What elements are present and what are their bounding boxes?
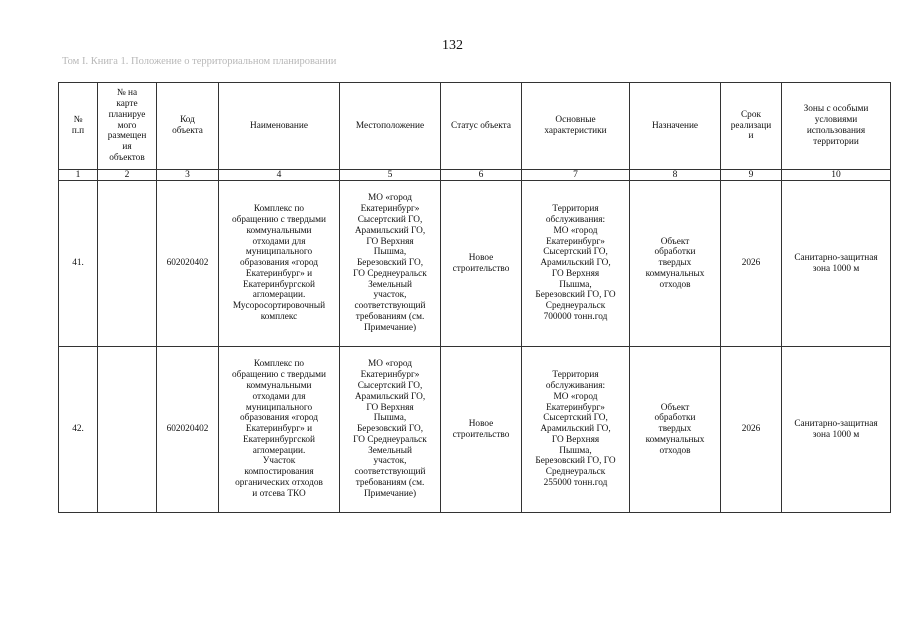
cell-line: 8 [672, 170, 678, 180]
cell-line: обращению с твердыми [232, 214, 326, 225]
cell-line: использования [806, 126, 866, 136]
cell-line: Новое [468, 418, 494, 429]
column-number-7 [522, 170, 630, 181]
cell-line: обращению с твердыми [232, 370, 326, 381]
cell-line: и отсева ТКО [252, 488, 306, 499]
cell-line: Новое [468, 252, 494, 263]
cell-line: Пышма, [373, 413, 407, 424]
header-cell-6 [441, 83, 522, 170]
cell-line: Зоны с особыми [803, 104, 869, 115]
cell-line: условиями [814, 115, 858, 126]
cell-line: МО «город [553, 391, 598, 402]
cell-line: Среднеуральск [545, 301, 606, 312]
cell-line: 41. [72, 258, 84, 269]
cell-line: Березовский ГО, [356, 424, 424, 435]
cell-line: 6 [478, 170, 484, 180]
cell-line: ГО Верхняя [366, 236, 414, 247]
page-number: 132 [442, 38, 463, 53]
cell-line: 10 [831, 170, 841, 180]
cell-line: участок, [373, 456, 407, 467]
cell-line: требованиям (см. [355, 312, 425, 323]
cell-line: № на [116, 88, 138, 99]
cell-line: Екатеринбург» и [245, 424, 313, 435]
cell-line: Пышма, [373, 247, 407, 258]
cell-line: Санитарно-защитная [794, 252, 878, 263]
cell-line: Территория [552, 370, 599, 381]
header-cell-4 [219, 83, 340, 170]
cell-line: зона 1000 м [812, 429, 860, 440]
cell-line: Среднеуральск [545, 467, 606, 478]
cell-line: 255000 тонн.год [543, 478, 608, 489]
cell-line: агломерации. [252, 445, 306, 456]
cell-line: Земельный [368, 279, 412, 290]
column-number-8 [630, 170, 721, 181]
cell-line: агломерации. [252, 290, 306, 301]
cell-line: Участок [262, 456, 296, 467]
cell-line: Екатеринбургской [242, 434, 315, 445]
cell-line: Екатеринбург» [546, 402, 605, 413]
header-cell-8 [630, 83, 721, 170]
cell-line: МО «город [368, 359, 412, 370]
header-cell-2 [98, 83, 157, 170]
cell-map-no [98, 181, 157, 347]
cell-line: размещен [107, 131, 147, 142]
cell-line: объекта [172, 126, 203, 136]
column-number-6 [441, 170, 522, 181]
cell-line: 2026 [741, 258, 761, 269]
cell-line: Примечание) [363, 322, 417, 333]
cell-characteristics [522, 347, 630, 513]
header-cell-10 [782, 83, 891, 170]
cell-line: Комплекс по [253, 359, 305, 370]
column-number-3 [157, 170, 219, 181]
cell-line: МО «город [553, 225, 598, 236]
cell-code [157, 347, 219, 513]
header-cell-9 [721, 83, 782, 170]
cell-line: коммунальных [645, 434, 705, 445]
cell-line: коммунальными [246, 380, 312, 391]
table-body [59, 181, 891, 513]
cell-line: Объект [660, 236, 690, 247]
cell-line: обслуживания: [545, 214, 606, 225]
cell-code [157, 181, 219, 347]
cell-term [721, 181, 782, 347]
cell-line: твердых [658, 258, 692, 269]
cell-line: Екатеринбург» [546, 236, 605, 247]
cell-line: территории [813, 136, 859, 147]
header-row [59, 83, 891, 170]
column-number-9 [721, 170, 782, 181]
cell-line: отходами для [252, 236, 306, 247]
cell-line: строительство [452, 263, 510, 274]
header-cell-3 [157, 83, 219, 170]
header-cell-7 [522, 83, 630, 170]
cell-num [59, 181, 98, 347]
cell-line: мого [117, 120, 137, 131]
cell-line: Земельный [368, 445, 412, 456]
header-cell-1 [59, 83, 98, 170]
cell-status [441, 181, 522, 347]
cell-line: ГО Верхняя [366, 402, 414, 413]
cell-line: коммунальными [246, 225, 312, 236]
cell-line: зона 1000 м [812, 263, 860, 274]
cell-line: Арамильский ГО, [354, 225, 426, 236]
cell-num [59, 347, 98, 513]
cell-line: Примечание) [363, 488, 417, 499]
cell-line: Березовский ГО, ГО [535, 456, 616, 467]
cell-line: ГО Верхняя [551, 268, 600, 279]
cell-line: Санитарно-защитная [794, 418, 878, 429]
cell-line: Местоположение [355, 120, 425, 131]
cell-line: Арамильский ГО, [540, 424, 611, 435]
cell-line: Екатеринбургской [242, 279, 315, 290]
cell-line: 4 [276, 170, 282, 180]
cell-line: органических отходов [235, 478, 323, 489]
cell-line: соответствующий [354, 467, 426, 478]
cell-line: коммунальных [645, 268, 705, 279]
cell-line: Мусоросортировочный [232, 301, 326, 312]
cell-name [219, 347, 340, 513]
cell-line: реализаци [730, 120, 772, 131]
cell-line: 2 [124, 170, 130, 180]
cell-line: 700000 тонн.год [543, 312, 608, 323]
cell-line: обработки [654, 413, 696, 424]
cell-line: ГО Верхняя [551, 434, 600, 445]
cell-line: твердых [658, 424, 692, 435]
cell-line: объектов [109, 152, 145, 163]
cell-line: образования «город [239, 258, 318, 269]
cell-line: Сысертский ГО, [357, 214, 423, 225]
cell-line: Территория [552, 204, 599, 215]
cell-line: № [73, 115, 83, 126]
cell-line: 9 [748, 170, 754, 180]
cell-line: Березовский ГО, ГО [535, 290, 616, 301]
cell-zones [782, 347, 891, 513]
cell-line: и [748, 131, 754, 142]
header-cell-5 [340, 83, 441, 170]
running-header: Том I. Книга 1. Положение о территориальном планировании [62, 56, 337, 67]
cell-line: Основные [555, 115, 596, 126]
column-number-5 [340, 170, 441, 181]
table-row [59, 181, 891, 347]
cell-line: 7 [573, 170, 578, 180]
cell-line: Пышма, [559, 445, 592, 456]
cell-line: отходами для [252, 391, 306, 402]
column-number-1 [59, 170, 98, 181]
cell-map-no [98, 347, 157, 513]
column-number-2 [98, 170, 157, 181]
cell-line: Сысертский ГО, [357, 380, 423, 391]
cell-line: строительство [452, 429, 510, 440]
cell-line: отходов [659, 445, 691, 456]
cell-line: Код [180, 115, 195, 126]
cell-line: Березовский ГО, [356, 258, 424, 269]
cell-line: 602020402 [166, 258, 209, 269]
objects-table [58, 82, 891, 513]
cell-line: участок, [373, 290, 407, 301]
cell-line: обслуживания: [545, 380, 606, 391]
cell-line: Арамильский ГО, [540, 258, 611, 269]
cell-line: Сысертский ГО, [543, 413, 608, 424]
cell-line: образования «город [239, 413, 318, 424]
cell-line: муниципального [245, 402, 313, 413]
cell-line: 5 [387, 170, 393, 180]
cell-line: п.п [71, 126, 85, 136]
cell-line: карте [116, 99, 138, 109]
cell-line: Срок [740, 109, 761, 120]
cell-line: Екатеринбург» [360, 204, 420, 215]
cell-line: Екатеринбург» [360, 370, 420, 381]
cell-line: Пышма, [559, 279, 592, 290]
cell-characteristics [522, 181, 630, 347]
cell-line: ГО Среднеуральск [353, 268, 427, 279]
cell-line: требованиям (см. [355, 478, 425, 489]
cell-line: обработки [654, 247, 696, 258]
cell-line: Статус объекта [451, 120, 511, 131]
cell-zones [782, 181, 891, 347]
cell-location [340, 181, 441, 347]
cell-line: Сысертский ГО, [543, 247, 608, 258]
cell-line: Екатеринбург» и [245, 268, 313, 279]
cell-line: Комплекс по [253, 204, 305, 215]
cell-line: 2026 [741, 424, 761, 435]
column-number-4 [219, 170, 340, 181]
cell-line: отходов [659, 279, 691, 290]
cell-line: 3 [185, 170, 190, 180]
cell-location [340, 347, 441, 513]
cell-line: Объект [660, 402, 690, 413]
cell-purpose [630, 347, 721, 513]
cell-line: Арамильский ГО, [354, 391, 426, 402]
cell-line: ГО Среднеуральск [353, 434, 427, 445]
cell-line: планируе [108, 109, 146, 120]
cell-line: 1 [75, 170, 81, 180]
cell-purpose [630, 181, 721, 347]
cell-line: муниципального [245, 247, 313, 258]
cell-line: Назначение [651, 120, 699, 131]
cell-line: МО «город [368, 193, 412, 204]
cell-status [441, 347, 522, 513]
cell-line: ия [122, 142, 132, 153]
cell-line: соответствующий [354, 301, 426, 312]
table-row [59, 347, 891, 513]
cell-line: комплекс [260, 312, 298, 323]
column-number-10 [782, 170, 891, 181]
column-number-row [59, 170, 891, 181]
cell-line: характеристики [544, 126, 607, 136]
cell-line: Наименование [250, 120, 308, 131]
cell-term [721, 347, 782, 513]
cell-line: 602020402 [166, 424, 209, 435]
cell-name [219, 181, 340, 347]
cell-line: компостирования [244, 467, 314, 478]
cell-line: 42. [72, 424, 84, 435]
